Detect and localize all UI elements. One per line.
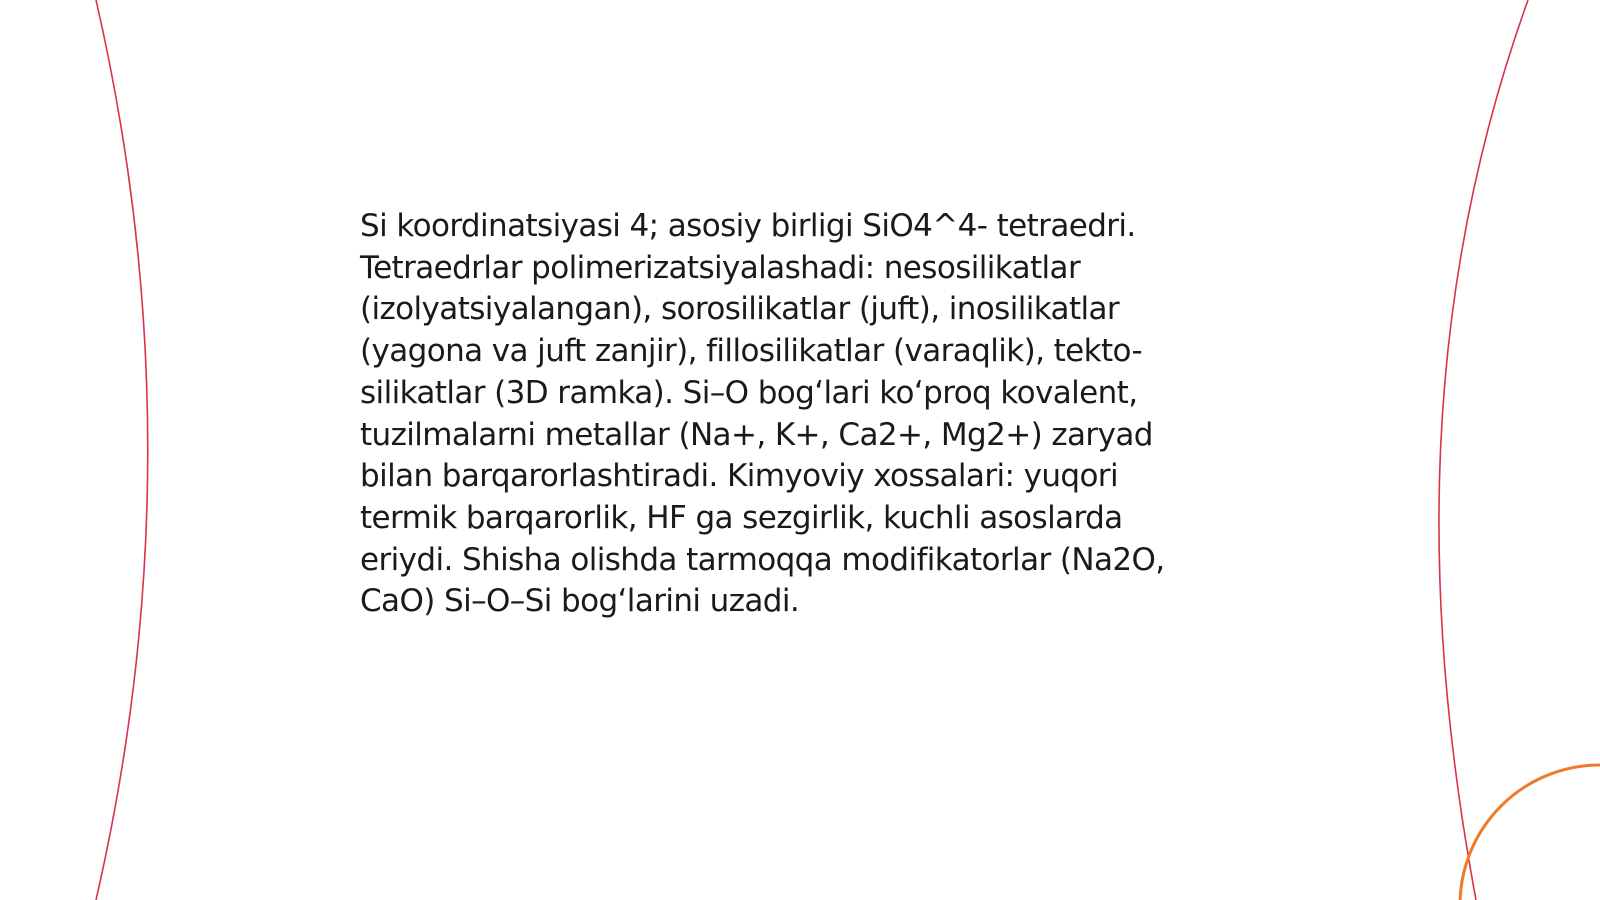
orange-circle-arc bbox=[1460, 765, 1600, 900]
paragraph-line: (izolyatsiyalangan), sorosilikatlar (juft), inosilikatlar bbox=[360, 291, 1120, 328]
paragraph-line: Tetraedrlar polimerizatsiyalashadi: nesosilikatlar bbox=[360, 249, 1081, 286]
right-arc bbox=[1439, 0, 1528, 900]
slide-paragraph bbox=[360, 206, 1240, 623]
paragraph-line: bilan barqarorlashtiradi. Kimyoviy xossalari: yuqori bbox=[360, 458, 1118, 495]
paragraph-line: Si koordinatsiyasi 4; asosiy birligi SiO4^4- tetraedri. bbox=[360, 208, 1136, 244]
paragraph-line: (yagona va juft zanjir), fillosilikatlar (varaqlik), tekto- bbox=[360, 333, 1143, 370]
paragraph-line: eriydi. Shisha olishda tarmoqqa modifikatorlar (Na2O, bbox=[360, 541, 1165, 578]
paragraph-line: CaO) Si–O–Si bogʻlarini uzadi. bbox=[360, 583, 800, 620]
paragraph-line: tuzilmalarni metallar (Na+, K+, Ca2+, Mg2+) zaryad bbox=[360, 416, 1153, 453]
left-arc bbox=[96, 0, 148, 900]
paragraph-line: silikatlar (3D ramka). Si–O bogʻlari koʻproq kovalent, bbox=[360, 374, 1138, 411]
paragraph-line: termik barqarorlik, HF ga sezgirlik, kuchli asoslarda bbox=[360, 499, 1123, 536]
